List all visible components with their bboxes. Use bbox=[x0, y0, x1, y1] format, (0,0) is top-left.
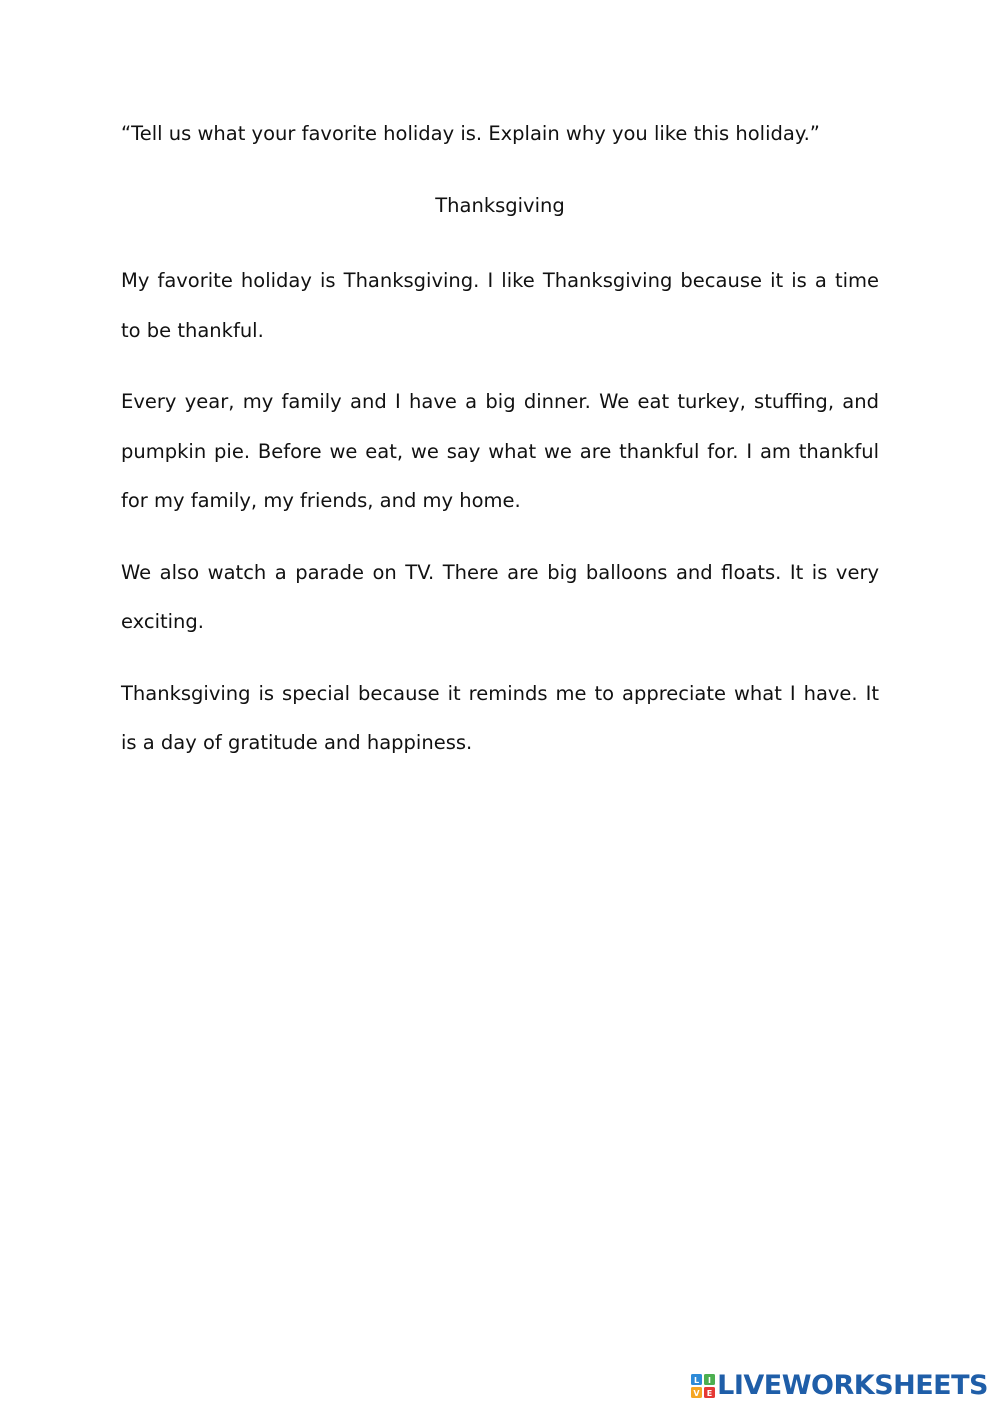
logo-letter-e: E bbox=[706, 1389, 713, 1398]
essay-paragraph-4: Thanksgiving is special because it reminds me to appreciate what I have. It is a day of gratitude and happiness. bbox=[121, 681, 879, 754]
essay-paragraph-2: Every year, my family and I have a big dinner. We eat turkey, stuffing, and pumpkin pie. Before we eat, we say what we are thankful for. I am thankful for my family, my friends, and my home. bbox=[121, 390, 879, 512]
logo-letter-l: L bbox=[694, 1376, 700, 1385]
liveworksheets-logo-icon bbox=[691, 1374, 715, 1398]
logo-letter-i: I bbox=[708, 1376, 712, 1385]
essay-paragraph-3: We also watch a parade on TV. There are big balloons and floats. It is very exciting. bbox=[121, 560, 879, 633]
brand-name: LIVEWORKSHEETS bbox=[717, 1370, 988, 1401]
liveworksheets-brand bbox=[691, 1366, 988, 1406]
essay-prompt: “Tell us what your favorite holiday is. Explain why you like this holiday.” bbox=[121, 122, 820, 145]
essay-title: Thanksgiving bbox=[435, 194, 565, 217]
essay-content bbox=[121, 116, 879, 768]
logo-letter-v: V bbox=[693, 1389, 700, 1398]
essay-paragraph-1: My favorite holiday is Thanksgiving. I like Thanksgiving because it is a time to be thankful. bbox=[121, 269, 879, 342]
